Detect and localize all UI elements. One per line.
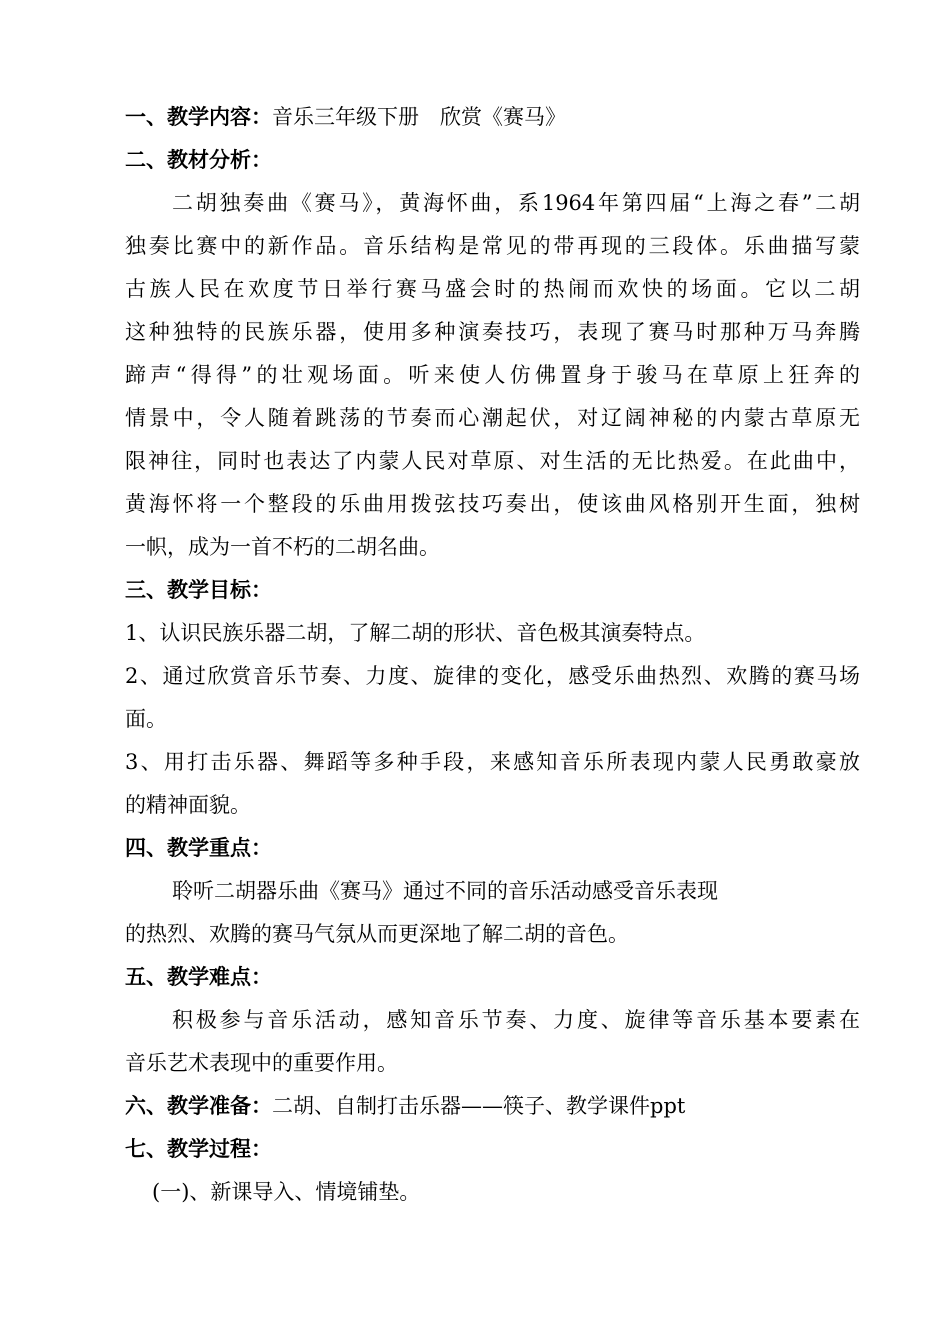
section-2-paragraph-line: 这种独特的民族乐器，使用多种演奏技巧，表现了赛马时那种万马奔腾 bbox=[125, 320, 860, 344]
section-1-content: 音乐三年级下册 欣赏《赛马》 bbox=[272, 105, 566, 129]
section-5-paragraph-line: 积极参与音乐活动，感知音乐节奏、力度、旋律等音乐基本要素在 bbox=[172, 1008, 860, 1032]
section-6-heading: 六、教学准备： bbox=[125, 1094, 272, 1118]
objective-item: 1、认识民族乐器二胡，了解二胡的形状、音色极其演奏特点。 bbox=[125, 621, 706, 645]
section-2-paragraph-line: 一帜，成为一首不朽的二胡名曲。 bbox=[125, 535, 440, 559]
section-2-paragraph-line: 黄海怀将一个整段的乐曲用拨弦技巧奏出，使该曲风格别开生面，独树 bbox=[125, 492, 860, 516]
objective-item-continued: 面。 bbox=[125, 707, 167, 731]
section-4-paragraph-line: 聆听二胡器乐曲《赛马》通过不同的音乐活动感受音乐表现 bbox=[172, 879, 718, 903]
section-2-paragraph-line: 限神往，同时也表达了内蒙人民对草原、对生活的无比热爱。在此曲中， bbox=[125, 449, 860, 473]
section-3-heading: 三、教学目标： bbox=[125, 578, 272, 602]
objective-item: 3、用打击乐器、舞蹈等多种手段，来感知音乐所表现内蒙人民勇敢豪放 bbox=[125, 750, 860, 774]
section-2-paragraph-line: 古族人民在欢度节日举行赛马盛会时的热闹而欢快的场面。它以二胡 bbox=[125, 277, 860, 301]
section-2-heading: 二、教材分析： bbox=[125, 148, 272, 172]
section-4-heading: 四、教学重点： bbox=[125, 836, 272, 860]
section-6-content: 二胡、自制打击乐器——筷子、教学课件ppt bbox=[272, 1094, 686, 1118]
section-2-paragraph-line: 二胡独奏曲《赛马》，黄海怀曲，系1964年第四届“上海之春”二胡 bbox=[172, 191, 860, 215]
section-2-paragraph-line: 情景中，令人随着跳荡的节奏而心潮起伏，对辽阔神秘的内蒙古草原无 bbox=[125, 406, 860, 430]
objective-item-continued: 的精神面貌。 bbox=[125, 793, 251, 817]
objective-item: 2、通过欣赏音乐节奏、力度、旋律的变化，感受乐曲热烈、欢腾的赛马场 bbox=[125, 664, 860, 688]
section-4-paragraph-line: 的热烈、欢腾的赛马气氛从而更深地了解二胡的音色。 bbox=[125, 922, 629, 946]
section-5-paragraph-line: 音乐艺术表现中的重要作用。 bbox=[125, 1051, 398, 1075]
section-7-heading: 七、教学过程： bbox=[125, 1137, 272, 1161]
section-2-paragraph-line: 独奏比赛中的新作品。音乐结构是常见的带再现的三段体。乐曲描写蒙 bbox=[125, 234, 860, 258]
section-7-subheading: (一)、新课导入、情境铺垫。 bbox=[152, 1180, 421, 1204]
section-5-heading: 五、教学难点： bbox=[125, 965, 272, 989]
section-2-paragraph-line: 蹄声“得得”的壮观场面。听来使人仿佛置身于骏马在草原上狂奔的 bbox=[125, 363, 860, 387]
section-1-line bbox=[125, 96, 860, 139]
section-6-line bbox=[125, 1085, 860, 1128]
section-1-heading: 一、教学内容： bbox=[125, 105, 272, 129]
